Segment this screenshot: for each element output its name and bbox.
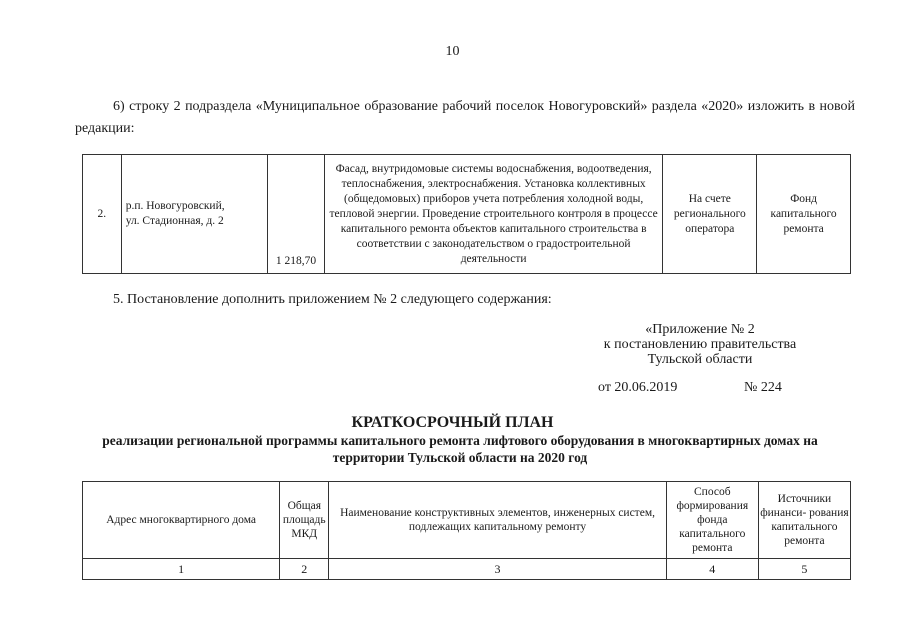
paragraph-6: 6) строку 2 подраздела «Муниципальное образование рабочий поселок Новогуровский» раздела «2020» изложить в новой редакции:	[75, 99, 855, 136]
address-line-2: ул. Стадионная, д. 2	[125, 215, 224, 227]
column-number: 5	[758, 559, 850, 580]
header-area: Общая площадь МКД	[280, 482, 329, 559]
appendix-heading	[590, 322, 810, 367]
header-address: Адрес многоквартирного дома	[83, 482, 280, 559]
approval-date: от 20.06.2019	[598, 380, 678, 395]
plan-subtitle: реализации региональной программы капитального ремонта лифтового оборудования в многоквартирных домах на территории Тульской области на 2020 год	[102, 433, 818, 465]
funding-source-cell: Фонд капитального ремонта	[757, 155, 851, 274]
address-line-1: р.п. Новогуровский,	[125, 200, 225, 212]
fund-method-cell: На счете регионального оператора	[663, 155, 757, 274]
appendix-line-2: к постановлению правительства	[603, 337, 797, 352]
column-number: 1	[83, 559, 280, 580]
address-cell	[121, 155, 267, 274]
column-number: 4	[666, 559, 758, 580]
amended-row-table	[82, 154, 851, 274]
column-number: 3	[329, 559, 666, 580]
column-number: 2	[280, 559, 329, 580]
plan-table	[82, 481, 851, 580]
row-number-cell: 2.	[83, 155, 122, 274]
appendix-line-1: «Приложение № 2	[645, 322, 755, 337]
table-row	[83, 155, 851, 274]
plan-title: КРАТКОСРОЧНЫЙ ПЛАН	[351, 414, 554, 431]
header-funding-source: Источники финанси- рования капитального ремонта	[758, 482, 850, 559]
page-number: 10	[445, 44, 460, 59]
header-elements: Наименование конструктивных элементов, инженерных систем, подлежащих капитальному ремонту	[329, 482, 666, 559]
appendix-line-3: Тульской области	[647, 352, 753, 367]
table-header-row	[83, 482, 851, 559]
works-cell: Фасад, внутридомовые системы водоснабжения, водоотведения, теплоснабжения, электроснабжения. Установка коллективных (общедомовых) приборов учета потребления холодной воды, тепловой энергии. Проведение строительного контроля в процессе капитального ремонта объектов капитального строительства в соответствии с законодательством о градостроительной деятельности	[324, 155, 663, 274]
approval-number: № 224	[744, 380, 782, 395]
paragraph-5: 5. Постановление дополнить приложением № 2 следующего содержания:	[113, 292, 552, 307]
area-cell: 1 218,70	[268, 155, 325, 274]
header-fund-method: Способ формирования фонда капитального ремонта	[666, 482, 758, 559]
table-column-numbers-row	[83, 559, 851, 580]
